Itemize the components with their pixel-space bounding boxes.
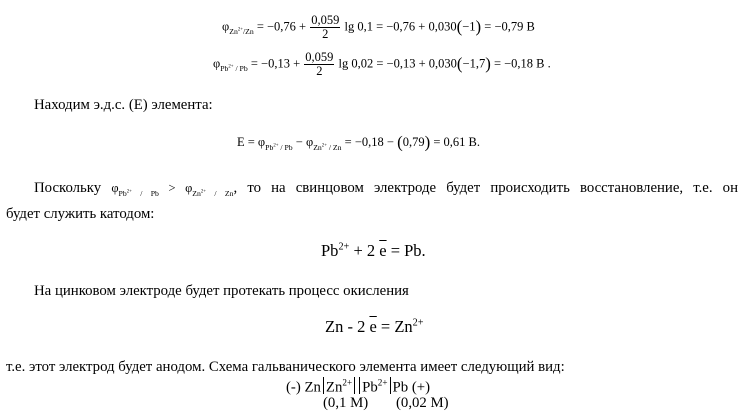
eq2-sub: Pb bbox=[220, 64, 229, 73]
phi-symbol: φ bbox=[222, 19, 230, 34]
eq1-sub: Zn bbox=[229, 27, 238, 36]
concentration-pb: (0,02 М) bbox=[396, 395, 449, 411]
paragraph-emf-intro: Находим э.д.с. (Е) элемента: bbox=[34, 97, 213, 113]
eq5-a: Zn - 2 bbox=[325, 317, 370, 336]
salt-bridge-line bbox=[354, 377, 355, 394]
eq1-right: = −0,79 В bbox=[481, 19, 535, 34]
equation-emf: $E = \varphi_{Pb^{2+} / Pb} - \varphi_{Zn^{2+} / Zn} = -0,18 - (0,79) = 0,61$ В. bbox=[237, 132, 480, 152]
eq2-sup: 2+ bbox=[228, 64, 234, 70]
eq3-sup-a: 2+ bbox=[273, 142, 279, 148]
eq1-sup: 2+ bbox=[237, 27, 243, 33]
paragraph-anode-scheme: т.е. этот электрод будет анодом. Схема гальванического элемента имеет следующий вид: bbox=[6, 359, 565, 375]
p2-sub1: Pb bbox=[118, 188, 127, 198]
eq1-fraction bbox=[310, 14, 340, 41]
scheme-anode: (-) Zn bbox=[286, 379, 321, 396]
phi-symbol: φ bbox=[213, 56, 221, 71]
eq1-lg: lg 0,1 = −0,76 + 0,030 bbox=[341, 19, 457, 34]
p2-sub1b: / Pb bbox=[131, 188, 159, 198]
p2-after: , то на свинцовом электроде будет происходить восстановление, т.е. он bbox=[233, 180, 738, 196]
eq4-a: Pb bbox=[321, 241, 339, 260]
eq1-paren-value: −1 bbox=[462, 19, 476, 34]
eq4-c: = Pb. bbox=[386, 241, 426, 260]
eq1-sub2: /Zn bbox=[242, 27, 254, 36]
paragraph-cathode bbox=[30, 180, 738, 198]
eq2-paren-value: −1,7 bbox=[462, 56, 486, 71]
scheme-pb-sup: 2+ bbox=[377, 377, 388, 388]
paragraph-cathode-line2: будет служить катодом: bbox=[6, 206, 155, 222]
eq5-b: = Zn bbox=[376, 317, 413, 336]
p2-phi1: φ bbox=[111, 181, 119, 195]
eq5-sup: 2+ bbox=[412, 317, 424, 329]
eq3-sup-b: 2+ bbox=[321, 142, 327, 148]
equation-pb-potential: $\varphi_{Pb^{2+} / Pb} = -0,13$ + $\frac{0,059}{2}$ lg 0,02 = −0,13 + 0,030(−1,7) = −0,18 В . bbox=[213, 50, 551, 79]
eq3-minus: − φ bbox=[292, 135, 314, 149]
eq1-denominator: 2 bbox=[322, 27, 329, 42]
eq4-b: + 2 bbox=[349, 241, 380, 260]
p2-sup2: 2+ bbox=[200, 188, 206, 194]
phase-boundary-line bbox=[323, 377, 324, 394]
p2-sub2: Zn bbox=[192, 188, 201, 198]
eq2-right: = −0,18 В . bbox=[490, 56, 551, 71]
electron-symbol: $\overline{e}$ bbox=[379, 241, 387, 260]
phase-boundary-line bbox=[390, 377, 391, 394]
equation-zn-potential: $\varphi_{Zn^{2+}/Zn} = -0,76$ + $\frac{0,059}{2}$ lg 0,1 = −0,76 + 0,030(−1) = −0,79 В bbox=[222, 13, 535, 42]
eq2-denominator: 2 bbox=[316, 64, 323, 79]
eq4-sup: 2+ bbox=[338, 241, 350, 253]
scheme-cathode: Pb (+) bbox=[392, 379, 431, 396]
scheme-zn-sup: 2+ bbox=[342, 377, 353, 388]
p2-sub2b: / Zn bbox=[206, 188, 234, 198]
p2-before: Поскольку bbox=[34, 180, 112, 196]
electron-symbol: $\overline{e}$ bbox=[369, 317, 377, 336]
scheme-zn-ion: Zn bbox=[325, 379, 343, 396]
paragraph-oxidation: На цинковом электроде будет протекать процесс окисления bbox=[34, 283, 409, 299]
eq3-start: E = φ bbox=[237, 135, 266, 149]
concentration-zn: (0,1 М) bbox=[323, 395, 369, 411]
equation-pb-reduction bbox=[321, 243, 426, 260]
eq3-paren-value: 0,79 bbox=[402, 135, 425, 149]
p2-sup1: 2+ bbox=[126, 188, 132, 194]
eq2-fraction bbox=[304, 51, 334, 78]
eq2-numerator: 0,059 bbox=[305, 50, 334, 64]
eq3-sub-a2: / Pb bbox=[278, 142, 293, 152]
eq3-sub-a: Pb bbox=[265, 142, 274, 152]
eq3-sub-b2: / Zn bbox=[326, 142, 342, 152]
salt-bridge-line bbox=[359, 377, 360, 394]
eq1-left: = −0,76 + bbox=[253, 19, 310, 34]
eq2-left: = −0,13 + bbox=[247, 56, 304, 71]
eq3-right: = 0,61 В. bbox=[430, 135, 480, 149]
eq1-numerator: 0,059 bbox=[311, 13, 340, 27]
eq3-mid: = −0,18 − bbox=[341, 135, 398, 149]
eq2-sub2: / Pb bbox=[233, 64, 248, 73]
equation-zn-oxidation bbox=[325, 319, 424, 336]
p2-gt: > φ bbox=[158, 181, 193, 195]
eq2-lg: lg 0,02 = −0,13 + 0,030 bbox=[335, 56, 457, 71]
eq3-sub-b: Zn bbox=[313, 142, 322, 152]
scheme-pb-ion: Pb bbox=[362, 379, 378, 396]
